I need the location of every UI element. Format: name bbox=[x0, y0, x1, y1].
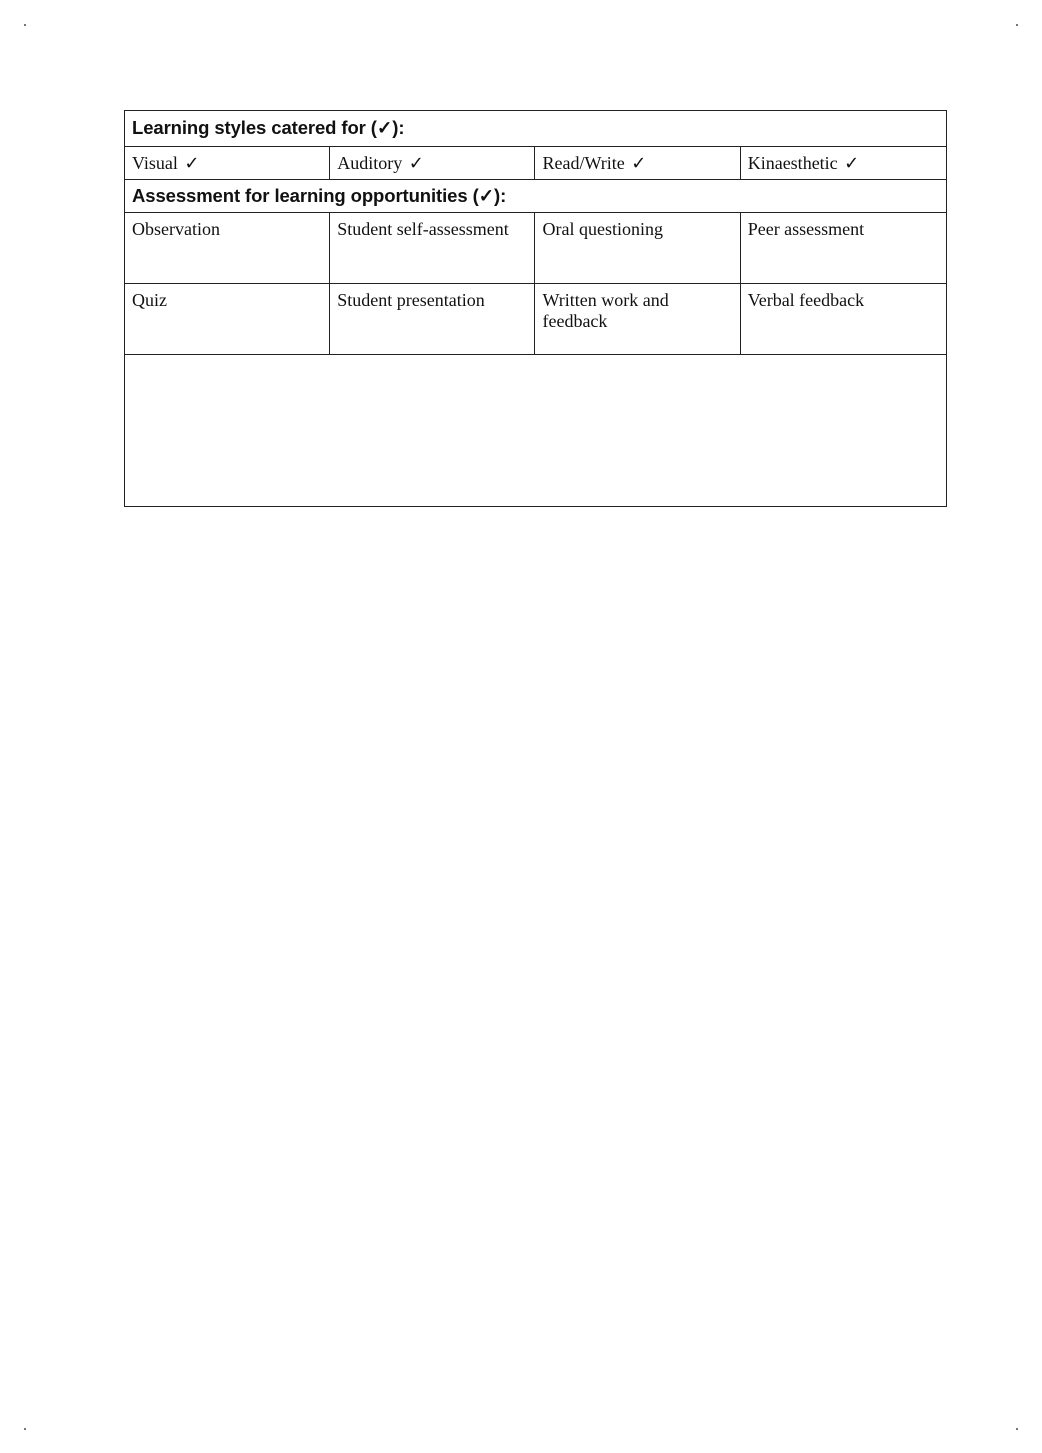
crop-mark-bottom-left bbox=[24, 1428, 26, 1430]
assessment-header: Assessment for learning opportunities (✓): bbox=[125, 180, 947, 213]
learning-style-label: Read/Write bbox=[542, 153, 625, 173]
assessment-option-written-work[interactable]: Written work and feedback bbox=[535, 284, 740, 355]
assessment-row bbox=[125, 213, 947, 284]
checkmark-icon: ✓ bbox=[631, 153, 647, 174]
learning-style-read-write[interactable] bbox=[535, 147, 740, 180]
checkmark-icon: ✓ bbox=[408, 153, 424, 174]
crop-mark-top-left bbox=[24, 24, 26, 26]
notes-row bbox=[125, 355, 947, 507]
lesson-plan-table bbox=[124, 110, 947, 507]
learning-styles-header: Learning styles catered for (✓): bbox=[125, 111, 947, 147]
learning-style-kinaesthetic[interactable] bbox=[740, 147, 946, 180]
crop-mark-top-right bbox=[1016, 24, 1018, 26]
assessment-row bbox=[125, 284, 947, 355]
learning-style-label: Auditory bbox=[337, 153, 403, 173]
checkmark-icon: ✓ bbox=[184, 153, 200, 174]
learning-style-auditory[interactable] bbox=[330, 147, 535, 180]
assessment-header-row bbox=[125, 180, 947, 213]
learning-style-label: Kinaesthetic bbox=[747, 153, 838, 173]
assessment-option-peer-assessment[interactable]: Peer assessment bbox=[740, 213, 946, 284]
assessment-option-verbal-feedback[interactable]: Verbal feedback bbox=[740, 284, 946, 355]
checkmark-icon: ✓ bbox=[844, 153, 860, 174]
learning-style-label: Visual bbox=[132, 153, 178, 173]
assessment-option-oral-questioning[interactable]: Oral questioning bbox=[535, 213, 740, 284]
assessment-option-observation[interactable]: Observation bbox=[125, 213, 330, 284]
crop-mark-bottom-right bbox=[1016, 1428, 1018, 1430]
learning-style-visual[interactable] bbox=[125, 147, 330, 180]
assessment-option-quiz[interactable]: Quiz bbox=[125, 284, 330, 355]
learning-styles-header-row bbox=[125, 111, 947, 147]
assessment-option-student-presentation[interactable]: Student presentation bbox=[330, 284, 535, 355]
assessment-option-self-assessment[interactable]: Student self-assessment bbox=[330, 213, 535, 284]
notes-area[interactable] bbox=[125, 355, 947, 507]
learning-styles-row bbox=[125, 147, 947, 180]
